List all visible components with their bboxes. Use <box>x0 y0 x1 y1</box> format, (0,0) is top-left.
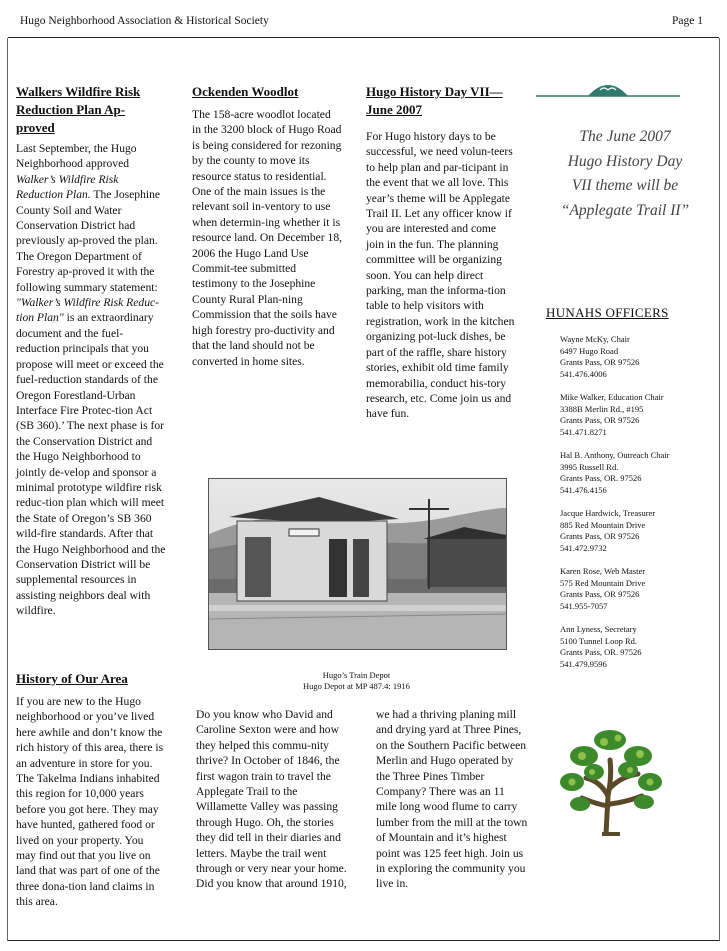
planing-mill-article: we had a thriving planing mill and drying yard at Three Pines, on the Southern Pacific between Merlin and Hugo operated by the Three Pines Timber Company? There was an 11 mile long wood flume to carry lumber from the mill at the town of Mountain and it’s highest point was 125 feet high. Join us in exploring the community you live in. <box>376 708 528 891</box>
tree-logo-icon <box>560 726 664 836</box>
sexton-article: Do you know who David and Caroline Sexton were and how they helped this commu-nity thrive? In October of 1846, the first wagon train to travel the Applegate Trail to the Willamette Valley was passing through Hugo. Oh, the stories they did tell in their diaries and letters. Maybe the trail went through or very near your home. Did you know that around 1910, <box>196 708 347 891</box>
officer-outreach-chair: Hal B. Anthony, Outreach Chair 3995 Russell Rd. Grants Pass, OR. 97526 541.476.4156 <box>560 450 670 495</box>
woodlot-article: The 158-acre woodlot located in the 3200 block of Hugo Road is being considered for rezoning by the county to move its resource status to residential. One of the main issues is the relevant soil in-ventory to use when determin-ing whether it is resource land. On December 18, 2006 the Hugo Land Use Commit-tee submitted testimony to the Josephine County Rural Plan-ning Commission that the soils have high forestry pro-ductivity and that the land should not be converted in home sites. <box>192 108 343 368</box>
association-logo-icon <box>536 76 680 102</box>
page-number: Page 1 <box>672 15 703 27</box>
officer-chair: Wayne McKy, Chair 6497 Hugo Road Grants Pass, OR 97526 541.476.4006 <box>560 334 640 379</box>
officer-secretary: Ann Lyness, Secretary 5100 Tunnel Loop Rd. Grants Pass, OR. 97526 541.479.9596 <box>560 624 642 669</box>
right-border <box>719 38 720 941</box>
history-day-theme-quote: The June 2007 Hugo History Day VII theme will be “Applegate Trail II” <box>560 128 690 219</box>
wildfire-text-a: Last September, the Hugo Neighborhood approved <box>16 142 137 171</box>
footer-rule <box>8 940 719 941</box>
history-day-article: For Hugo history days to be successful, we need volun-teers to help plan and par-ticipant in the event that we all love. This year’s theme will be Applegate Trail II. Let any officer know if you are interested and come join in the fun. The planning committee will be organizing soon. You can help direct parking, man the informa-tion table to help visitors with registration, work in the kitchen organizing pot-luck dishes, be part of the raffle, share history stories, exhibit old time family memorabilia, conduct his-tory research, etc. Come join us and have fun. <box>366 130 515 421</box>
column-2 <box>192 83 342 369</box>
bottom-column-a <box>196 707 348 892</box>
train-depot-photo <box>208 478 507 650</box>
wildfire-text-c: The Josephine County Soil and Water Conservation District had previously ap-proved the plan. The Oregon Department of Forestry ap-proved it with the following summary statement: <box>16 188 161 294</box>
woodlot-heading: Ockenden Woodlot <box>192 84 299 99</box>
wildfire-article <box>16 141 166 619</box>
bottom-column-b <box>376 707 528 892</box>
wildfire-text-d: is an extraordinary document and the fuel-reduction principals that you propose will meet or exceed the fuel-reduction standards of the Oregon Forestland-Urban Interface Fire Protec-tion Act (SB 360).’ The next phase is for the Conservation District and the Hugo Neighborhood to jointly de-velop and sponsor a minimal prototype wildfire risk reduc-tion plan which will meet the State of Oregon’s SB 360 wild-fire standards. After that the Hugo Neighborhood and the Conservation District will be supplemental resources in assisting neighbors deal with wildfire. <box>16 311 166 618</box>
officer-treasurer: Jacque Hardwick, Treasurer 885 Red Mountain Drive Grants Pass, OR 97526 541.472.9732 <box>560 508 656 553</box>
train-depot-image <box>209 479 506 649</box>
history-article: If you are new to the Hugo neighborhood or you’ve lived here awhile and don’t know the rich history of this area, there is an adventure in store for you. The Takelma Indians inhabited this region for 10,000 years before you got here. They may have hunted, gathered food or lived on your property. You may find out that you live on land that was part of one of the three dona-tion land claims in this area. <box>16 695 164 909</box>
history-day-heading: Hugo History Day VII— June 2007 <box>366 84 503 117</box>
history-heading: History of Our Area <box>16 671 128 686</box>
wildfire-plan-quote: "Walker’s Wildfire Risk Reduc-tion Plan" <box>16 296 160 325</box>
header-rule <box>8 37 719 38</box>
caption-subtitle: Hugo Depot at MP 487.4: 1916 <box>303 680 410 691</box>
officer-web-master: Karen Rose, Web Master 575 Red Mountain Drive Grants Pass, OR 97526 541.955-7057 <box>560 566 646 611</box>
caption-title: Hugo’s Train Depot <box>322 670 391 680</box>
wildfire-heading: Walkers Wildfire Risk Reduction Plan Ap- proved <box>16 84 141 135</box>
column-3 <box>366 83 516 422</box>
officer-education-chair: Mike Walker, Education Chair 3388B Merlin Rd., #195 Grants Pass, OR 97526 541.471.8271 <box>560 392 664 437</box>
officers-title: HUNAHS OFFICERS <box>546 305 669 320</box>
left-border <box>7 38 8 941</box>
newsletter-org-title: Hugo Neighborhood Association & Historical Society <box>20 15 269 27</box>
column-1 <box>16 83 166 619</box>
photo-caption <box>208 670 505 691</box>
wildfire-plan-title: Walker’s Wildfire Risk Reduction Plan. <box>16 172 119 202</box>
column-1-history <box>16 670 166 910</box>
